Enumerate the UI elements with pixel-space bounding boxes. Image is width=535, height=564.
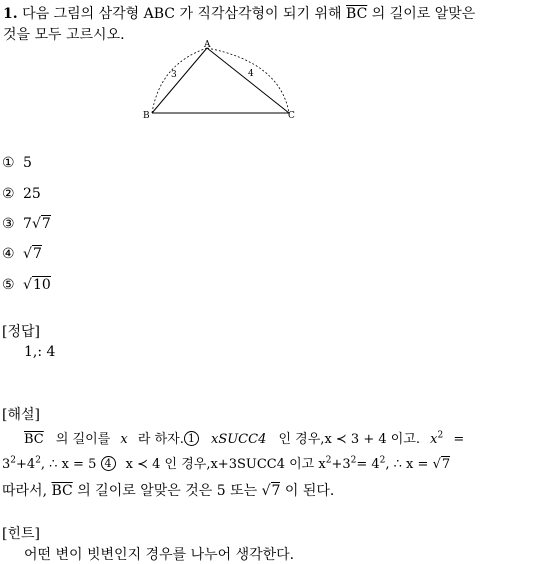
answer-value: 1,: 4 — [24, 344, 56, 360]
explanation-heading: [해설] — [2, 407, 40, 423]
exp-condition-1: xSUCC4 — [210, 432, 267, 447]
explanation-line-1 — [24, 428, 464, 447]
choice-value-1: 5 — [23, 155, 32, 171]
circled-4-icon: 4 — [101, 456, 116, 471]
exp-inequality-1: x ≺ 3 + 4 이고. — [324, 432, 421, 447]
label-side-ac: 4 — [248, 69, 254, 79]
label-b: B — [143, 111, 150, 121]
explanation-line-2 — [2, 453, 450, 472]
side-ac-line — [207, 48, 289, 113]
question-line-2: 것을 모두 고르시오. — [3, 27, 125, 43]
choice-1[interactable] — [2, 155, 32, 171]
exp-text: +4 — [16, 457, 36, 472]
choice-2[interactable] — [2, 186, 41, 202]
exp-exponent: 2 — [350, 455, 357, 466]
exp-radicand: 7 — [441, 457, 451, 472]
label-a: A — [204, 40, 211, 50]
exp-text: 따라서, — [2, 483, 48, 499]
exp-text: 이 된다. — [284, 483, 335, 499]
sqrt-icon: √ — [31, 216, 41, 232]
choice-mark-5: ⑤ — [2, 277, 15, 293]
exp-text: 의 길이로 알맞은 것은 5 또는 — [77, 483, 258, 499]
exp-exponent: 2 — [437, 430, 444, 441]
question-line-1 — [3, 3, 475, 23]
exp-text: +3 — [331, 457, 351, 472]
exp-text: 3 — [2, 457, 11, 472]
hint-text: 어떤 변이 빗변인지 경우를 나누어 생각한다. — [24, 547, 295, 563]
exp-text: 라 하자. — [137, 432, 184, 447]
choice-coef-3: 7 — [23, 216, 32, 232]
exp-var-x: x — [430, 432, 438, 447]
segment-bc: $\overline{BC}$ — [346, 6, 368, 22]
exp-segment-bc: $\overline{BC}$ — [24, 432, 44, 447]
answer-heading: [정답] — [2, 324, 40, 340]
choice-3[interactable] — [2, 216, 51, 232]
exp-exponent: 2 — [379, 455, 386, 466]
exp-exponent: 2 — [10, 455, 17, 466]
choice-5[interactable] — [2, 277, 51, 293]
circled-1-icon: 1 — [184, 431, 199, 446]
sqrt-icon: √ — [23, 277, 32, 293]
choice-mark-1: ① — [2, 155, 15, 171]
exp-condition-2: x ≺ 4 인 경우,x+3SUCC4 이고 x — [125, 457, 326, 472]
choice-mark-3: ③ — [2, 216, 15, 232]
question-text-1b: 의 길이로 알맞은 — [371, 6, 476, 22]
sqrt-icon: √ — [261, 483, 271, 499]
exp-text: 의 길이를 — [55, 432, 111, 447]
exp-equals: = — [453, 432, 465, 447]
choice-mark-4: ④ — [2, 246, 15, 262]
exp-radicand: 7 — [271, 483, 281, 499]
choice-4[interactable] — [2, 246, 42, 262]
exp-text: = 4 — [356, 457, 380, 472]
label-side-ab: 3 — [171, 70, 177, 80]
choice-radicand-4: 7 — [32, 246, 42, 262]
side-ab-line — [152, 48, 207, 113]
exp-text: , ∴ x = — [385, 457, 429, 472]
sqrt-icon: √ — [23, 246, 32, 262]
choice-mark-2: ② — [2, 186, 15, 202]
exp-result-1: , ∴ x = 5 — [40, 457, 97, 472]
exp-segment-bc: $\overline{BC}$ — [51, 483, 73, 499]
exp-var-x: x — [120, 432, 128, 447]
label-c: C — [288, 111, 295, 121]
exp-exponent: 2 — [35, 455, 41, 466]
explanation-line-3 — [2, 480, 334, 500]
sqrt-icon: √ — [432, 457, 441, 472]
choice-value-2: 25 — [23, 186, 41, 202]
exp-exponent: 2 — [325, 455, 332, 466]
exp-text: 인 경우, — [278, 432, 325, 447]
choice-radicand-3: 7 — [41, 216, 51, 232]
choice-radicand-5: 10 — [32, 277, 51, 293]
triangle-figure — [140, 36, 300, 122]
question-text-1a: 다음 그림의 삼각형 ABC 가 직각삼각형이 되기 위해 — [22, 6, 342, 22]
hint-heading: [힌트] — [2, 526, 40, 542]
question-number: 1. — [3, 6, 18, 22]
